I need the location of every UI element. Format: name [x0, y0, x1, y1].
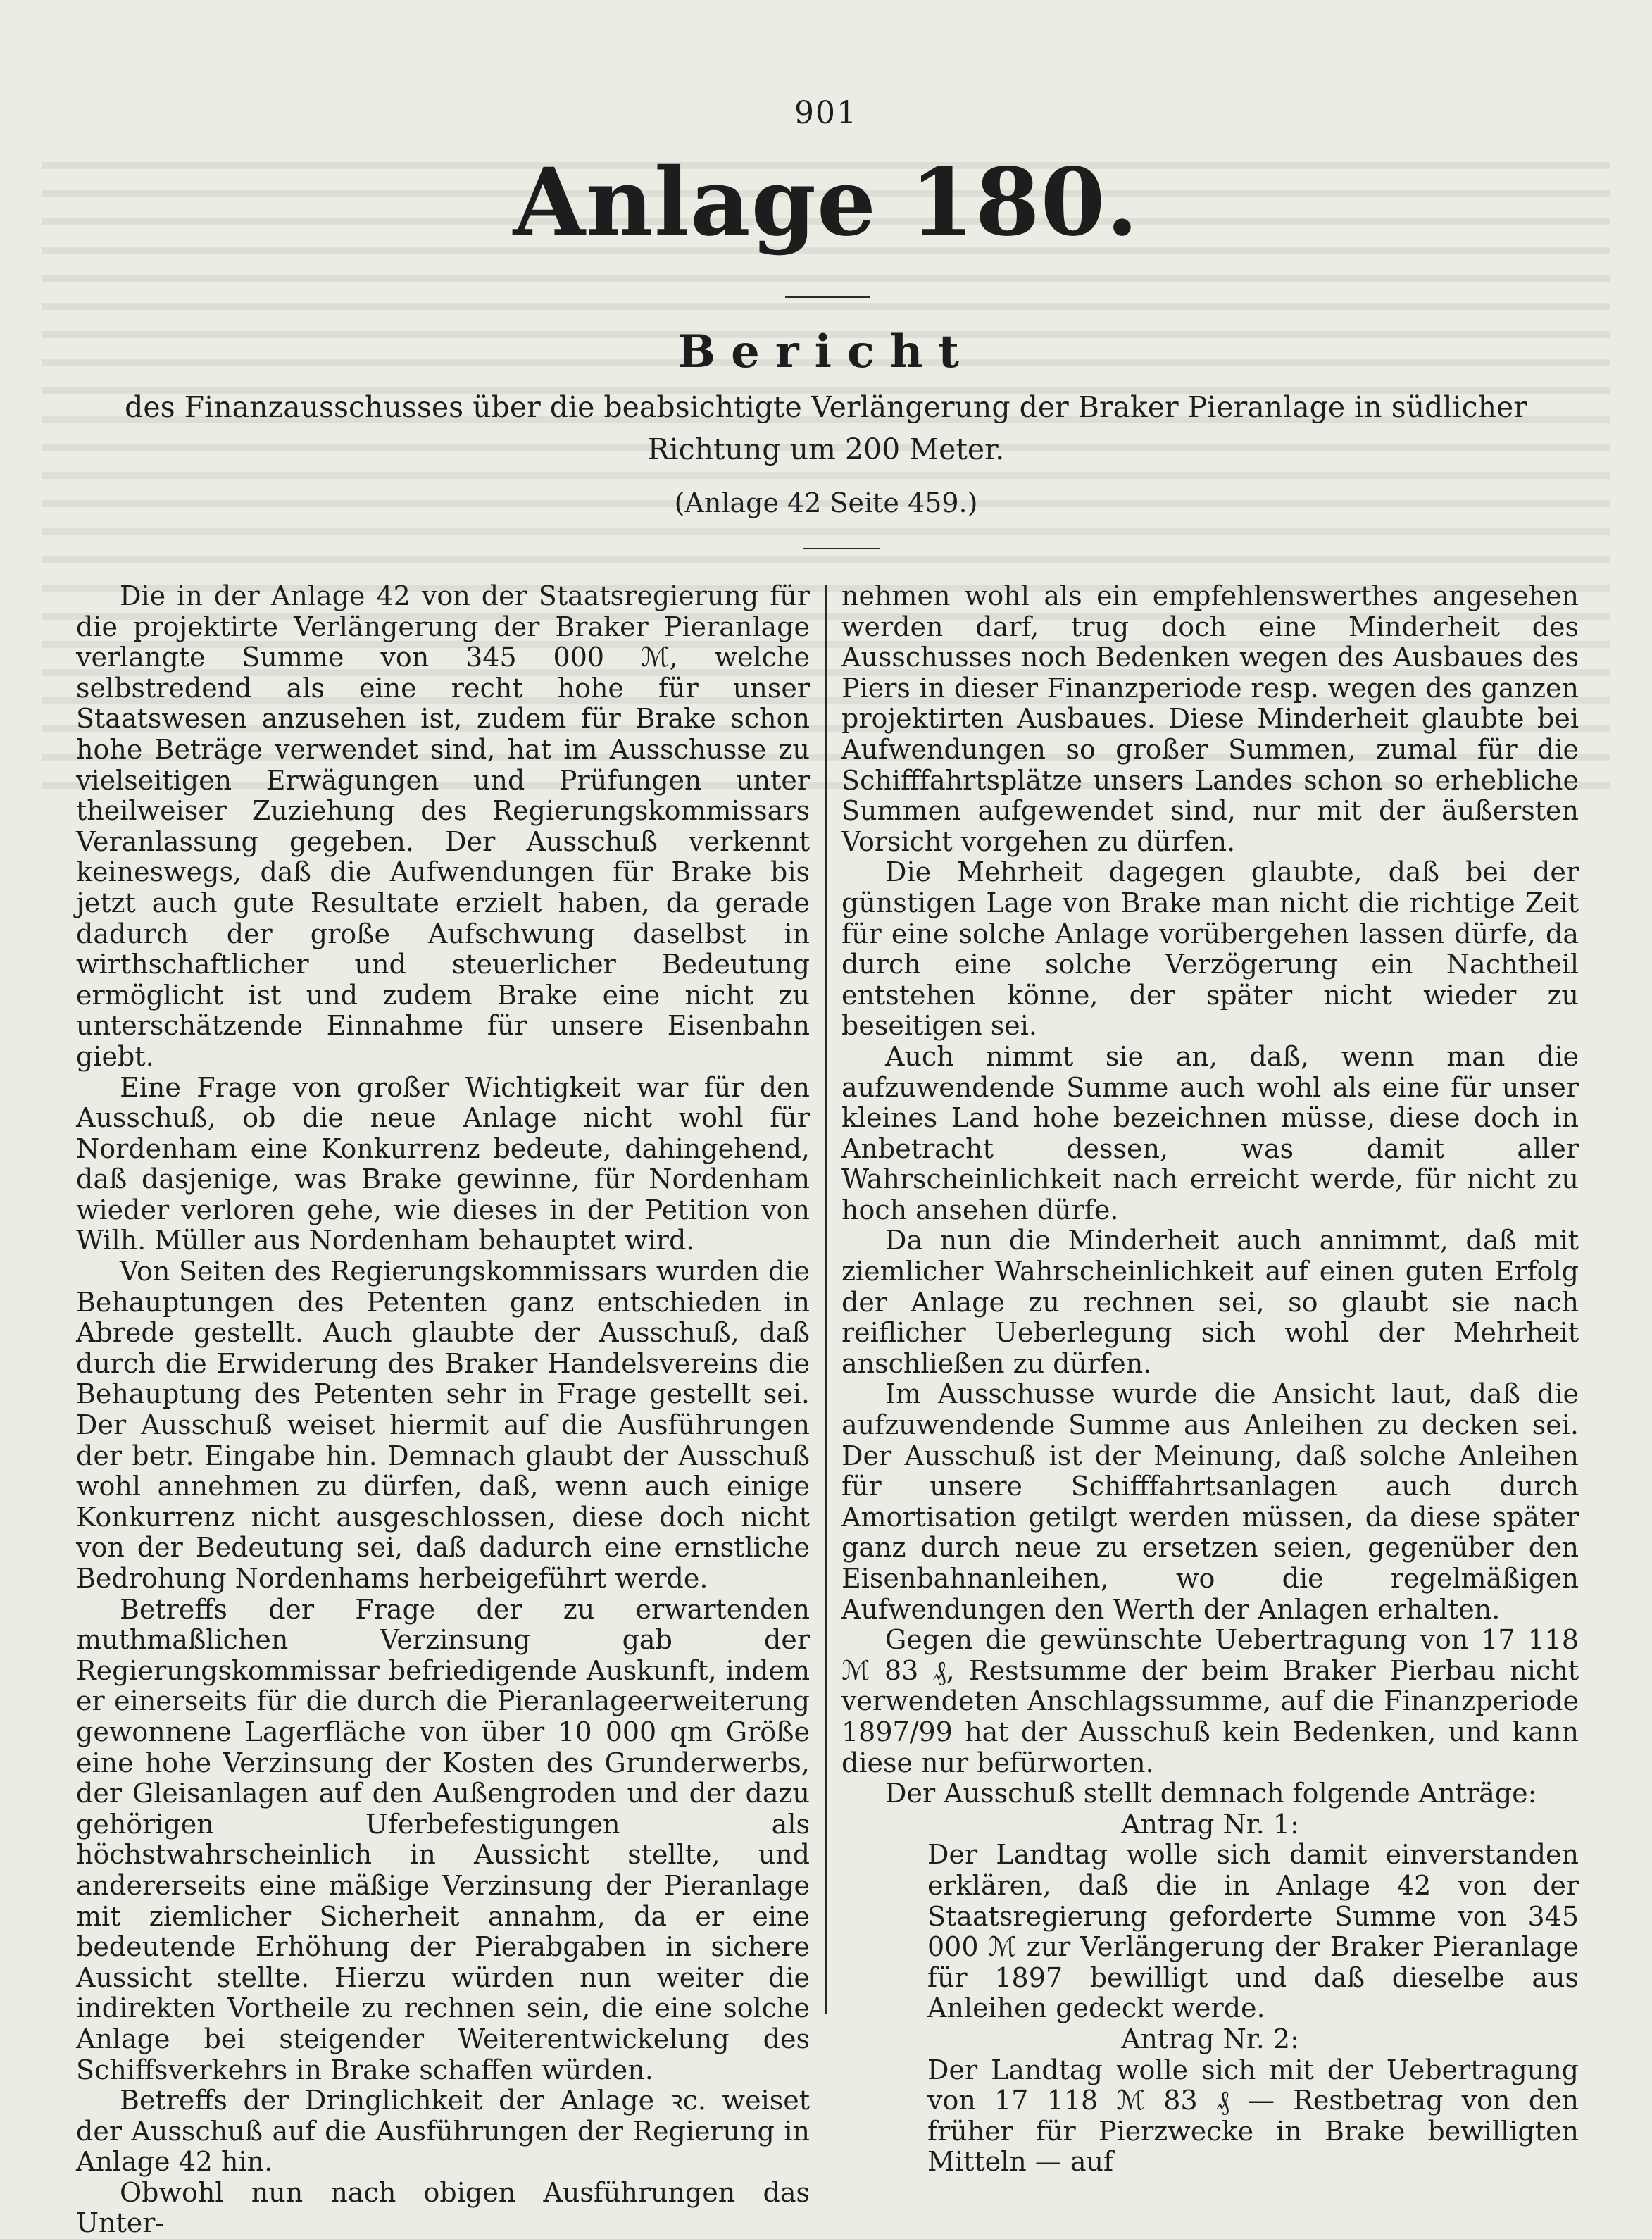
motion-heading: Antrag Nr. 2:	[1121, 2023, 1299, 2054]
paragraph: Da nun die Minderheit auch annimmt, daß mit ziemlicher Wahrscheinlichkeit auf einen guten Erfolg der Anlage zu rechnen sei, so glaubt sie nach reiflicher Ueberlegung sich wohl der Mehrheit anschließen zu dürfen.	[841, 1225, 1579, 1379]
paragraph: Die in der Anlage 42 von der Staatsregierung für die projektirte Verlängerung der Braker Pieranlage verlangte Summe von 345 000 ℳ, welche selbstredend als eine recht hohe für unser Staatswesen anzusehen ist, zudem für Brake schon hohe Beträge verwendet sind, hat im Ausschusse zu vielseitigen Erwägungen und Prüfungen unter theilweiser Zuziehung des Regierungskommissars Veranlassung gegeben. Der Ausschuß verkennt keineswegs, daß die Aufwendungen für Brake bis jetzt auch gute Resultate erzielt haben, da gerade dadurch der große Aufschwung daselbst in wirthschaftlicher und steuerlicher Bedeutung ermöglicht ist und zudem Brake eine nicht zu unterschätzende Einnahme für unsere Eisenbahn giebt.	[76, 580, 810, 1072]
paragraph: Auch nimmt sie an, daß, wenn man die aufzuwendende Summe auch wohl als eine für unser kleines Land hohe bezeichnen müsse, diese doch in Anbetracht dessen, was damit aller Wahrscheinlichkeit nach erreicht werde, für nicht zu hoch ansehen dürfe.	[841, 1040, 1579, 1225]
motion-text: Der Landtag wolle sich mit der Uebertragung von 17 118 ℳ 83 ₰ — Restbetrag von den früher für Pierzwecke in Brake bewilligten Mitteln — auf	[927, 2054, 1579, 2178]
paragraph: Der Ausschuß stellt demnach folgende Anträge:	[885, 1778, 1537, 1809]
report-heading: Bericht	[677, 325, 975, 378]
report-subtitle: des Finanzausschusses über die beabsichtigte Verlängerung der Braker Pieranlage in südlicher Richtung um 200 Meter.	[125, 390, 1527, 466]
paragraph-continuation: nehmen wohl als ein empfehlenswerthes angesehen werden darf, trug doch eine Minderheit des Ausschusses noch Bedenken wegen des Ausbaues des Piers in dieser Finanzperiode resp. wegen des ganzen projektirten Ausbaues. Diese Minderheit glaubte bei Aufwendungen so großer Summen, zumal für die Schifffahrtsplätze unsers Landes schon so erhebliche Summen aufgewendet sind, nur mit der äußersten Vorsicht vorgehen zu dürfen.	[841, 580, 1579, 857]
paragraph: Obwohl nun nach obigen Ausführungen das Unter-	[76, 2176, 810, 2239]
paragraph: Die Mehrheit dagegen glaubte, daß bei der günstigen Lage von Brake man nicht die richtige Zeit für eine solche Anlage vorübergehen lassen dürfe, da durch eine solche Verzögerung ein Nachtheil entstehen könne, der später nicht wieder zu beseitigen sei.	[841, 856, 1579, 1042]
section-rule	[803, 548, 880, 549]
paragraph: Von Seiten des Regierungskommissars wurden die Behauptungen des Petenten ganz entschieden in Abrede gestellt. Auch glaubte der Ausschuß, daß durch die Erwiderung des Braker Handelsvereins die Behauptung des Petenten sehr in Frage gestellt sei. Der Ausschuß weiset hiermit auf die Ausführungen der betr. Eingabe hin. Demnach glaubt der Ausschuß wohl annehmen zu dürfen, daß, wenn auch einige Konkurrenz nicht ausgeschlossen, diese doch nicht von der Bedeutung sei, daß dadurch eine ernstliche Bedrohung Nordenhams herbeigeführt werde.	[76, 1256, 810, 1594]
motion-text: Der Landtag wolle sich damit einverstanden erklären, daß die in Anlage 42 von der Staatsregierung geforderte Summe von 345 000 ℳ zur Verlängerung der Braker Pieranlage für 1897 bewilligt und daß dieselbe aus Anleihen gedeckt werde.	[927, 1839, 1579, 2024]
title-rule	[785, 296, 870, 298]
paragraph: Betreffs der Frage der zu erwartenden muthmaßlichen Verzinsung gab der Regierungskommissar befriedigende Auskunft, indem er einerseits für die durch die Pieranlageerweiterung gewonnene Lagerfläche von über 10 000 qm Größe eine hohe Verzinsung der Kosten des Grunderwerbs, der Gleisanlagen auf den Außengroden und der dazu gehörigen Uferbefestigungen als höchstwahrscheinlich in Aussicht stellte, und andererseits eine mäßige Verzinsung der Pieranlage mit ziemlicher Sicherheit annahm, da er eine bedeutende Erhöhung der Pierabgaben in sichere Aussicht stellte. Hierzu würden nun weiter die indirekten Vortheile zu rechnen sein, die eine solche Anlage bei steigender Weiterentwickelung des Schiffsverkehrs in Brake schaffen würden.	[76, 1593, 810, 2085]
annex-reference: (Anlage 42 Seite 459.)	[674, 487, 978, 518]
paragraph: Eine Frage von großer Wichtigkeit war für den Ausschuß, ob die neue Anlage nicht wohl für Nordenham eine Konkurrenz bedeute, dahingehend, daß dasjenige, was Brake gewinne, für Nordenham wieder verloren gehe, wie dieses in der Petition von Wilh. Müller aus Nordenham behauptet wird.	[76, 1071, 810, 1256]
paragraph: Im Ausschusse wurde die Ansicht laut, daß die aufzuwendende Summe aus Anleihen zu decken sei. Der Ausschuß ist der Meinung, daß solche Anleihen für unsere Schifffahrtsanlagen auch durch Amortisation getilgt werden müssen, da diese später ganz durch neue zu ersetzen seien, gegenüber den Eisenbahnanleihen, wo die regelmäßigen Aufwendungen den Werth der Anlagen erhalten.	[841, 1378, 1579, 1625]
motion-heading: Antrag Nr. 1:	[1121, 1808, 1299, 1840]
right-column	[841, 581, 1579, 2178]
paragraph: Betreffs der Dringlichkeit der Anlage ꝛc. weiset der Ausschuß auf die Ausführungen der Regierung in Anlage 42 hin.	[76, 2085, 810, 2178]
page-number: 901	[794, 95, 858, 131]
anlage-title: Anlage 180.	[513, 148, 1139, 257]
column-divider	[825, 585, 827, 2014]
paragraph: Gegen die gewünschte Uebertragung von 17 118 ℳ 83 ₰, Restsumme der beim Braker Pierbau nicht verwendeten Anschlagssumme, auf die Finanzperiode 1897/99 hat der Ausschuß kein Bedenken, und kann diese nur befürworten.	[841, 1624, 1579, 1778]
left-column	[76, 581, 810, 2239]
